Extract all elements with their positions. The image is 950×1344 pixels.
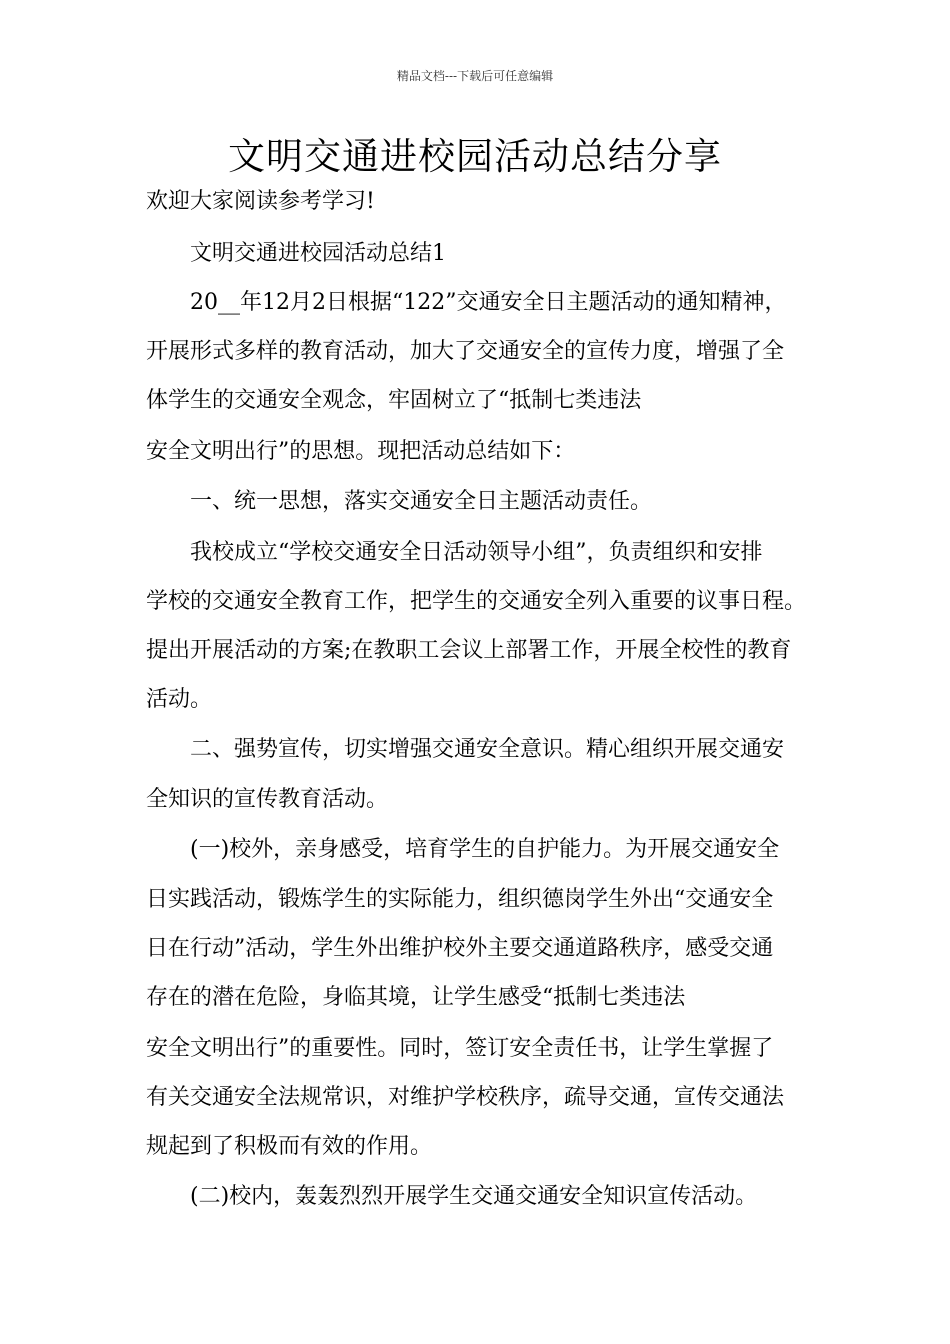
paragraph-line: 体学生的交通安全观念，牢固树立了“抵制七类违法	[146, 388, 642, 413]
paragraph-line: (二)校内，轰轰烈烈开展学生交通交通安全知识宣传活动。	[190, 1184, 758, 1209]
paragraph-line: 活动。	[146, 687, 213, 712]
paragraph-line: 安全文明出行”的思想。现把活动总结如下：	[146, 439, 576, 464]
paragraph-line: 日在行动”活动，学生外出维护校外主要交通道路秩序，感受交通	[146, 936, 774, 961]
paragraph-line: 有关交通安全法规常识，对维护学校秩序，疏导交通，宣传交通法	[146, 1085, 785, 1110]
paragraph-line: 20__年12月2日根据“122”交通安全日主题活动的通知精神，	[190, 290, 787, 315]
paragraph-line: 存在的潜在危险，身临其境，让学生感受“抵制七类违法	[146, 985, 686, 1010]
paragraph-line: 二、强势宣传，切实增强交通安全意识。精心组织开展交通安	[190, 737, 785, 762]
paragraph-line: (一)校外，亲身感受，培育学生的自护能力。为开展交通安全	[190, 837, 780, 862]
paragraph-line: 日实践活动，锻炼学生的实际能力，组织德岗学生外出“交通安全	[146, 887, 774, 912]
paragraph-line: 提出开展活动的方案;在教职工会议上部署工作，开展全校性的教育	[146, 638, 792, 663]
paragraph-line: 安全文明出行”的重要性。同时，签订安全责任书，让学生掌握了	[146, 1036, 774, 1061]
paragraph-line: 开展形式多样的教育活动，加大了交通安全的宣传力度，增强了全	[146, 339, 785, 364]
paragraph-line: 一、统一思想，落实交通安全日主题活动责任。	[190, 489, 653, 514]
intro-line: 欢迎大家阅读参考学习!	[146, 189, 375, 214]
header-note: 精品文档---下载后可任意编辑	[396, 69, 554, 83]
section-heading: 文明交通进校园活动总结1	[190, 241, 446, 266]
paragraph-line: 全知识的宣传教育活动。	[146, 787, 389, 812]
paragraph-line: 规起到了积极而有效的作用。	[146, 1134, 433, 1159]
paragraph-line: 学校的交通安全教育工作，把学生的交通安全列入重要的议事日程。	[146, 589, 807, 614]
paragraph-line: 我校成立“学校交通安全日活动领导小组”，负责组织和安排	[190, 540, 763, 565]
document-title: 文明交通进校园活动总结分享	[228, 135, 722, 178]
